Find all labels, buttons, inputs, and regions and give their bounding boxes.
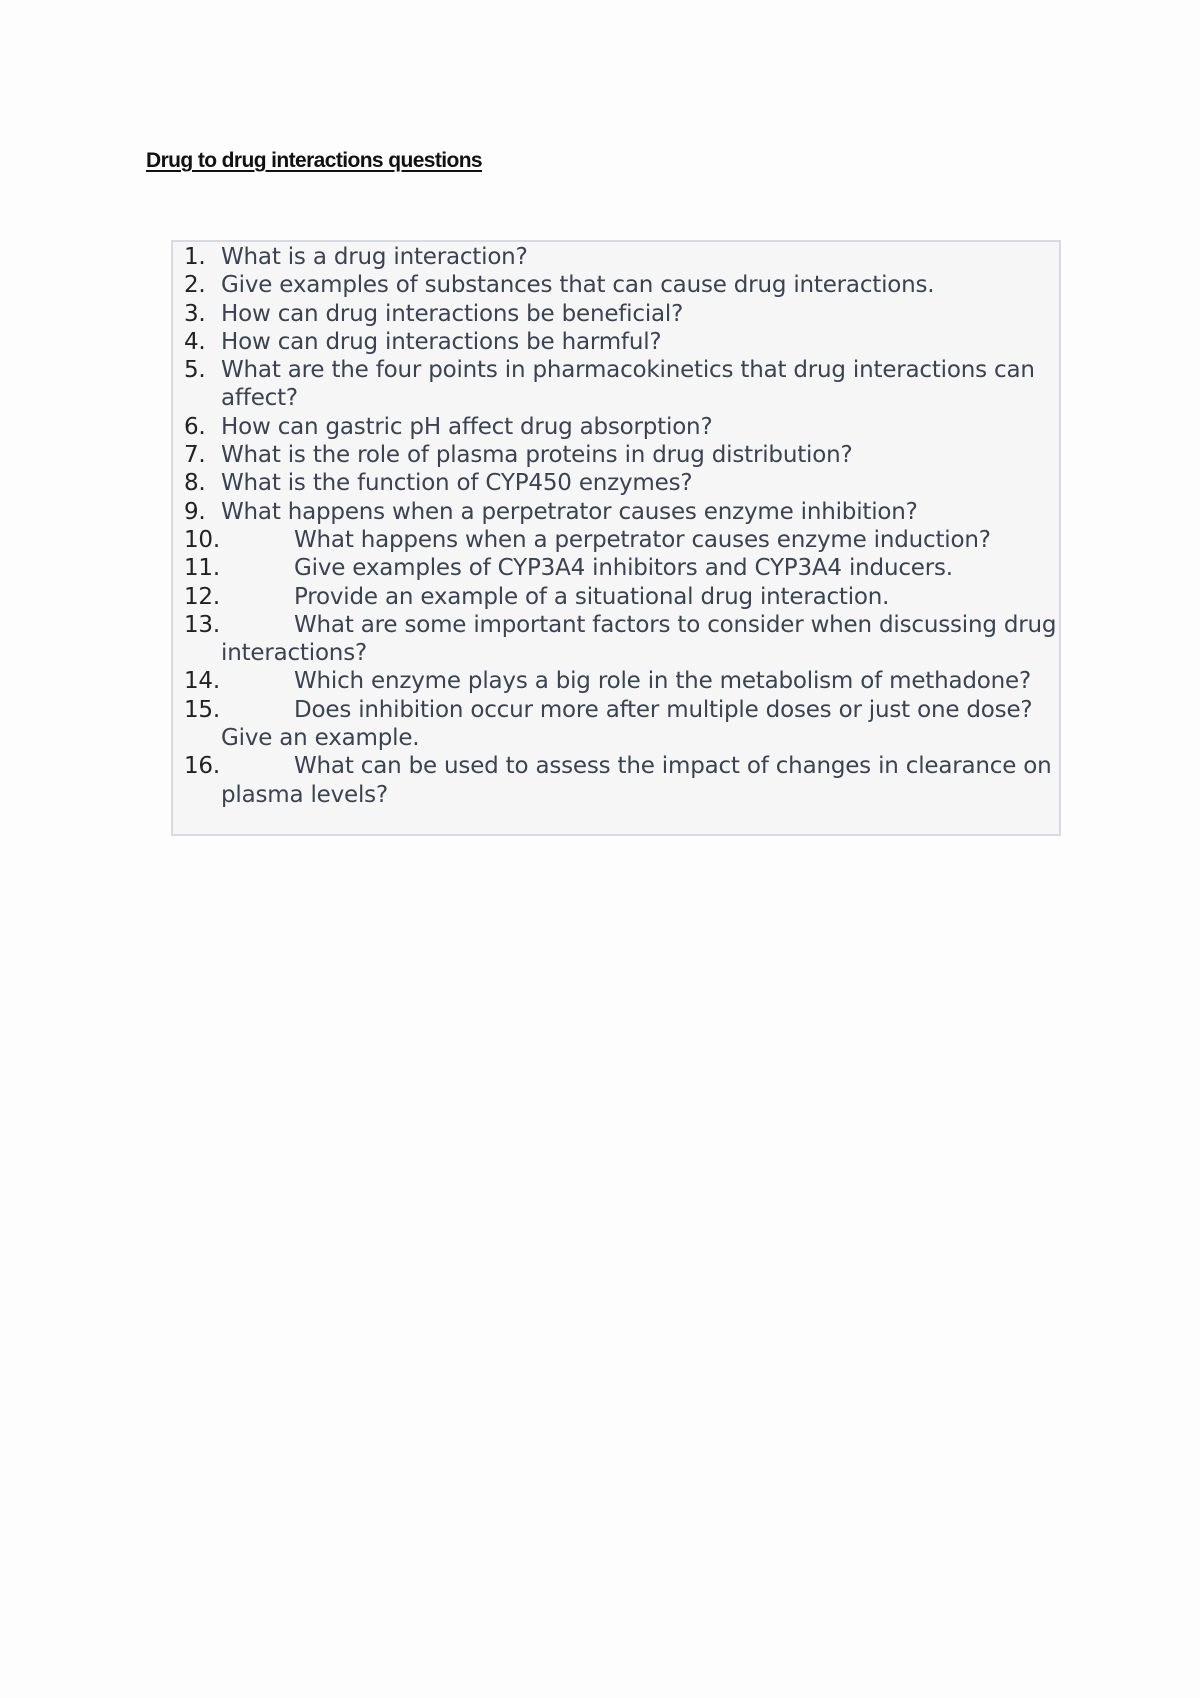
question-text: Give examples of substances that can cause drug interactions.	[221, 272, 935, 299]
question-item	[184, 611, 1059, 668]
question-number: 12.	[184, 583, 220, 610]
question-number: 13.	[184, 611, 220, 638]
question-number: 1.	[184, 244, 206, 270]
question-text: What is a drug interaction?	[221, 244, 528, 270]
question-number: 4.	[184, 328, 206, 355]
question-text: How can drug interactions be beneficial?	[221, 300, 684, 327]
question-text: What happens when a perpetrator causes enzyme inhibition?	[221, 498, 918, 525]
question-item	[184, 271, 1059, 299]
question-item	[184, 526, 1059, 554]
question-text: What can be used to assess the impact of changes in clearance on plasma levels?	[221, 753, 1052, 808]
question-number: 14.	[184, 668, 220, 695]
question-text: What happens when a perpetrator causes enzyme induction?	[294, 526, 991, 553]
question-item	[184, 413, 1059, 441]
question-item	[184, 441, 1059, 469]
question-number: 3.	[184, 300, 206, 327]
question-text: Provide an example of a situational drug interaction.	[294, 583, 890, 610]
question-item	[184, 583, 1059, 611]
question-text: Which enzyme plays a big role in the metabolism of methadone?	[294, 668, 1031, 695]
question-number: 6.	[184, 413, 206, 440]
page-title: Drug to drug interactions questions	[146, 149, 483, 172]
question-number: 5.	[184, 357, 206, 384]
question-number: 8.	[184, 470, 206, 497]
questions-list	[184, 243, 1059, 809]
question-text: How can drug interactions be harmful?	[221, 328, 662, 355]
question-text: What is the role of plasma proteins in drug distribution?	[221, 442, 853, 469]
question-text: What are some important factors to consider when discussing drug interactions?	[221, 611, 1057, 667]
question-number: 9.	[184, 498, 206, 525]
question-item	[184, 243, 1059, 271]
question-item	[184, 498, 1059, 526]
question-text: What are the four points in pharmacokinetics that drug interactions can affect?	[221, 357, 1035, 412]
question-number: 15.	[184, 696, 220, 723]
question-number: 11.	[184, 555, 220, 582]
question-text: Does inhibition occur more after multiple doses or just one dose? Give an example.	[221, 696, 1033, 752]
question-number: 2.	[184, 272, 206, 299]
question-text: Give examples of CYP3A4 inhibitors and CYP3A4 inducers.	[294, 555, 953, 582]
question-text: How can gastric pH affect drug absorption?	[221, 413, 713, 440]
questions-box	[171, 240, 1061, 836]
question-number: 16.	[184, 753, 220, 780]
question-item	[184, 356, 1059, 413]
question-item	[184, 328, 1059, 356]
question-item	[184, 300, 1059, 328]
question-number: 10.	[184, 526, 220, 553]
question-item	[184, 469, 1059, 497]
question-number: 7.	[184, 442, 206, 469]
question-item	[184, 554, 1059, 582]
question-item	[184, 667, 1059, 695]
question-item	[184, 752, 1059, 809]
question-text: What is the function of CYP450 enzymes?	[221, 470, 693, 497]
question-item	[184, 696, 1059, 753]
